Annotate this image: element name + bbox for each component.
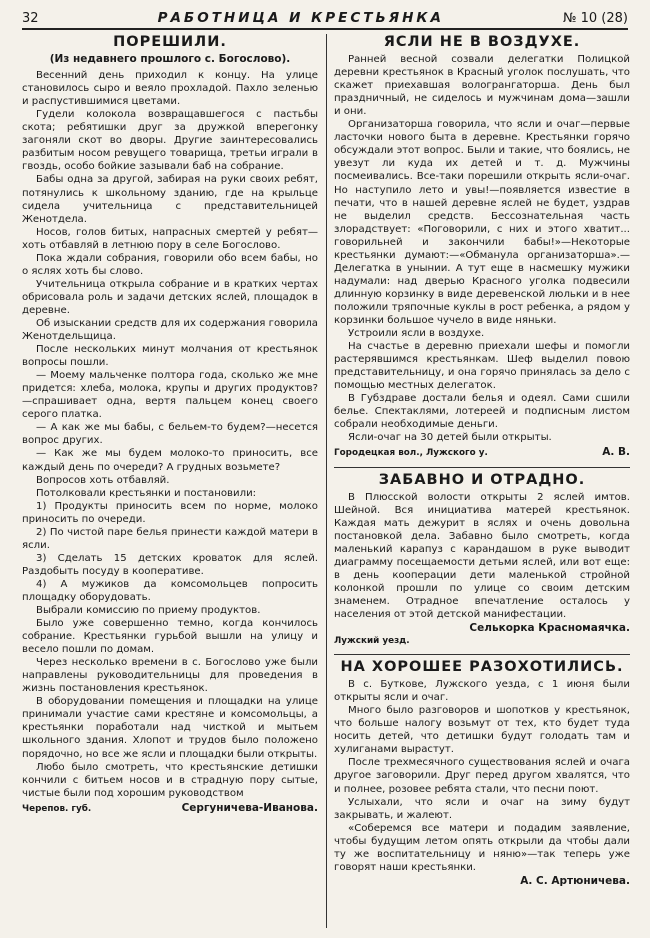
article-footer [334, 446, 630, 460]
paragraph: На счастье в деревню приехали шефы и помогли растерявшимся крестьянкам. Шеф выделил повою представительницу, и она горячо принялась за дело с помощью местных делегаток. [334, 341, 630, 392]
paragraph: Весенний день приходил к концу. На улице становилось сыро и веяло прохладой. Пахло зеленью и распустившимися цветами. [22, 70, 318, 108]
paragraph: 3) Сделать 15 детских кроваток для яслей. Раздобыть посуду в кооперативе. [22, 552, 318, 577]
left-column [22, 34, 318, 930]
paragraph: После нескольких минут молчания от крестьянок вопросы пошли. [22, 344, 318, 369]
paragraph: Носов, голов битых, напрасных смертей у ребят—хоть отбавляй в летнюю пору в селе Богослово. [22, 226, 318, 251]
paragraph: В Плюсской волости открыты 2 яслей имтов. Шейной. Вся инициатива матерей крестьянок. Каждая мать дежурит в яслях и очень довольна постановкой дела. Забавно было смотреть, когда маленький карапуз с карандашом в руке выводит диаграмму посещаемости детьми яслей, или вот еще: в день кооперации дети маленькой стройной колонкой прошли по улице со своим детским знаменем. Отрадное впечатление осталось у населения от этой детской манифестации. [334, 491, 630, 620]
paragraph: В оборудовании помещения и площадки на улице принимали участие сами крестяне и комсомольцы, а крестьянки поработали над чисткой и мытьем школьного здания. Хлопот и трудов было положено порядочно, но все же ясли и площадки были открыты. [22, 696, 318, 760]
paragraph: — Как же мы будем молоко-то приносить, все каждый день по очереди? А грудных возьмете? [22, 448, 318, 473]
paragraph: Много было разговоров и шопотков у крестьянок, что больше налогу возьмут от тех, кто будет туда носить детей, что детишки будут голодать там и хулиганами вырастут. [334, 705, 630, 756]
paragraph: 1) Продукты приносить всем по норме, молоко приносить по очереди. [22, 500, 318, 525]
separator [334, 654, 630, 655]
page-number: 32 [22, 11, 39, 26]
article-title: ЗАБАВНО И ОТРАДНО. [378, 471, 586, 488]
paragraph: Устроили ясли в воздухе. [348, 328, 485, 340]
paragraph: 4) А мужиков да комсомольцев попросить площадку оборудовать. [22, 578, 318, 603]
page-header [22, 6, 628, 30]
paragraph: Ранней весной созвали делегатки Полицкой деревни крестьянок в Красный уголок послушать, что скажет приехавшая вологрангаторша. День был праздничный, не сиделось и мужчинам дома—зашли и они. [334, 54, 630, 118]
paragraph: Услыхали, что ясли и очаг на зиму будут закрывать, и жалеют. [334, 796, 630, 821]
article-subtitle: (Из недавнего прошлого с. Богослово). [49, 53, 291, 66]
paragraph: Организаторша говорила, что ясли и очаг—первые ласточки нового быта в деревне. Крестьянки горячо обсуждали этот вопрос. Были и такие, что боялись, не увезут ли куда их детей и т. д. Мужчины посмеивались. Все-таки порешили открыть ясли-очаг. Но наступило лето и увы!—появляется известие в печати, что в нашей деревне яслей не будет, уздрав не выделил средств. Бессознательная часть злорадствует: «Поговорили, с них и этого хватит... говорильней и закончили бабы!»—Некоторые крестьянки думают:—«Обманула организаторша».—Делегатка в унынии. А тут еще в насмешку мужики надумали: над дверью Красного уголка подвесили длинную корзинку в виде деревенской люльки и в нее положили тряпочные куклы в рост ребенка, а рядом у корзинки большое чучело в виде няньки. [334, 119, 630, 326]
article-body [22, 69, 318, 800]
article-title: ЯСЛИ НЕ В ВОЗДУХЕ. [383, 34, 581, 50]
right-column [334, 34, 630, 930]
paragraph: «Соберемся все матери и подадим заявление, чтобы будущим летом опять открыли да чтобы дали ту же воспитательницу и няню»—так теперь уже говорят наши крестьянки. [334, 822, 630, 873]
article-body [334, 491, 630, 621]
paragraph: Ясли-очаг на 30 детей были открыты. [348, 432, 552, 444]
paragraph: Пока ждали собрания, говорили обо всем бабы, но о яслях хоть бы слово. [22, 252, 318, 277]
paragraph: Гудели колокола возвращавшегося с пастьбы скота; ребятишки друг за дружкой вперегонку загоняли скот во дворы. Другие заинтересовались разбитым носом ревущего товарища, третьи играли в гвоздь, особо бойкие зазывали баб на собрание. [22, 109, 318, 173]
paragraph: После трехмесячного существования яслей и очага другое заговорили. Друг перед другом хвалятся, что и полнее, розовее ребята стали, что песни поют. [334, 757, 630, 795]
article-title: ПОРЕШИЛИ. [113, 34, 227, 50]
paragraph: 2) По чистой паре белья принести каждой матери в ясли. [22, 526, 318, 551]
article-body [334, 53, 630, 444]
paragraph: В с. Буткове, Лужского уезда, с 1 июня были открыты ясли и очаг. [334, 679, 630, 704]
paragraph: Потолковали крестьянки и постановили: [36, 487, 257, 499]
column-divider [326, 34, 327, 928]
place-note: Черепов. губ. [22, 803, 92, 814]
paragraph: Любо было смотреть, что крестьянские детишки кончили с битьем носов и в страдную пору сытые, чистые были под хорошим руководством [22, 761, 318, 799]
article-body [334, 678, 630, 874]
paragraph: Об изыскании средств для их содержания говорила Женотдельщица. [22, 317, 318, 343]
paragraph: — Моему мальченке полтора года, сколько же мне придется: хлеба, молока, крупы и других продуктов?—спрашивает одна, вертя пальцем конец своего серого платка. [22, 370, 318, 421]
paragraph: В Губздраве достали белья и одеял. Сами сшили белье. Спектаклями, лотереей и подписным листом собрали необходимые деньги. [334, 393, 630, 431]
masthead: РАБОТНИЦА И КРЕСТЬЯНКА [157, 10, 444, 26]
author-signature: А. В. [602, 446, 630, 459]
paragraph: Учительница открыла собрание и в кратких чертах обрисовала роль и задачи детских яслей, площадок в деревне. [22, 278, 318, 316]
author-signature: Селькорка Красномаячка. [469, 622, 630, 635]
author-signature: А. С. Артюничева. [520, 874, 630, 887]
paragraph: — А как же мы бабы, с бельем-то будем?—несется вопрос других. [22, 422, 318, 447]
separator [334, 467, 630, 468]
article-footer [22, 802, 318, 816]
place-note: Городецкая вол., Лужского у. [334, 448, 488, 459]
paragraph: Выбрали комиссию по приему продуктов. [36, 605, 261, 617]
place-note: Лужский уезд. [334, 636, 410, 647]
paragraph: Бабы одна за другой, забирая на руки своих ребят, потянулись к школьному зданию, где на крыльце сидела учительница с представительницей Женотдела. [22, 174, 318, 225]
issue-number: № 10 (28) [562, 11, 628, 26]
paragraph: Вопросов хоть отбавляй. [36, 474, 170, 486]
article-title: НА ХОРОШЕЕ РАЗОХОТИЛИСЬ. [340, 659, 624, 676]
author-signature: Сергуничева-Иванова. [181, 801, 318, 814]
paragraph: Через несколько времени в с. Богослово уже были направлены руководительницы для проведения в жизнь постановления крестьянок. [22, 657, 318, 695]
paragraph: Было уже совершенно темно, когда кончилось собрание. Крестьянки гурьбой вышли на улицу и весело пошли по домам. [22, 618, 318, 656]
